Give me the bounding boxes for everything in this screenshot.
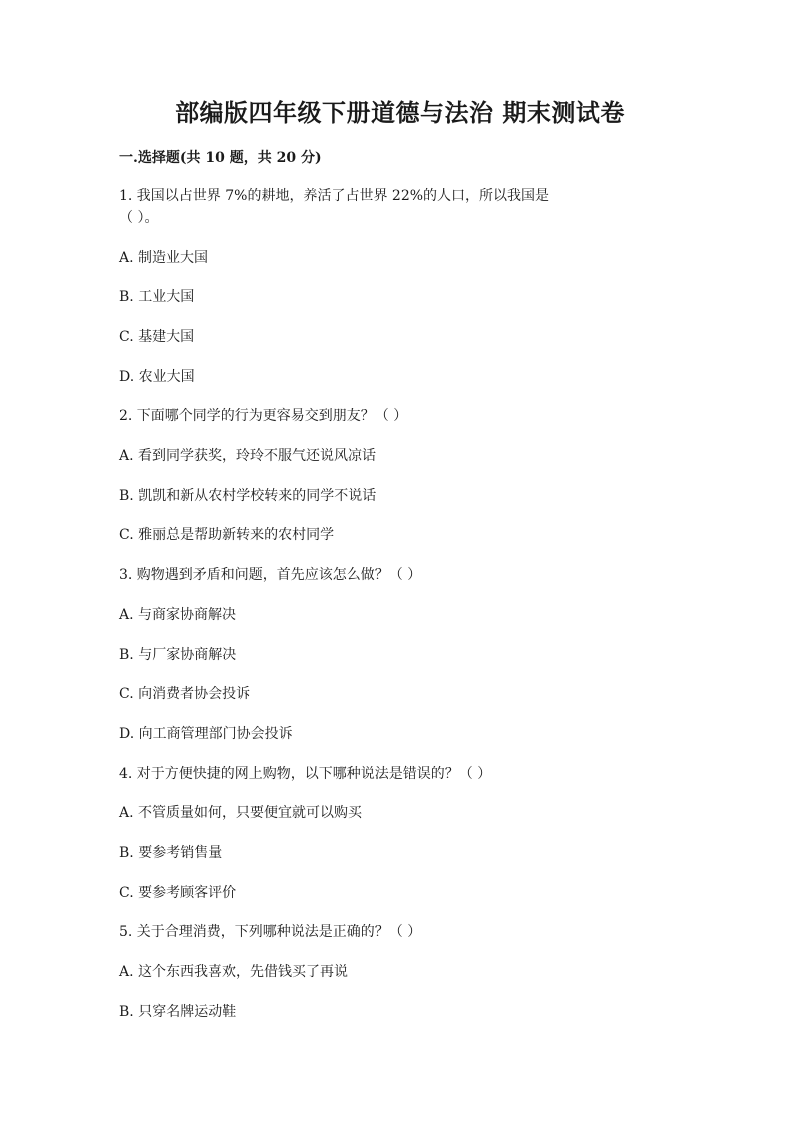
question-3-option-c: C. 向消费者协会投诉 [119,686,251,702]
question-1-text: 1. 我国以占世界 7%的耕地，养活了占世界 22%的人口，所以我国是 [119,188,550,204]
question-2-option-c: C. 雅丽总是帮助新转来的农村同学 [119,527,335,543]
question-1-option-d: D. 农业大国 [119,369,195,385]
question-5-option-b: B. 只穿名牌运动鞋 [119,1004,237,1020]
question-3-option-b: B. 与厂家协商解决 [119,647,237,663]
question-5-option-a: A. 这个东西我喜欢，先借钱买了再说 [119,964,349,980]
question-2-option-b: B. 凯凯和新从农村学校转来的同学不说话 [119,488,377,504]
question-1-option-c: C. 基建大国 [119,329,195,345]
question-3-option-a: A. 与商家协商解决 [119,607,237,623]
question-1-option-a: A. 制造业大国 [119,250,209,266]
question-1-blank: （ ）。 [119,210,159,226]
question-2-option-a: A. 看到同学获奖，玲玲不服气还说风凉话 [119,448,377,464]
question-3-text: 3. 购物遇到矛盾和问题，首先应该怎么做？（ ） [119,567,422,583]
question-3-option-d: D. 向工商管理部门协会投诉 [119,726,293,742]
question-5-text: 5. 关于合理消费，下列哪种说法是正确的？（ ） [119,924,422,940]
question-4-option-b: B. 要参考销售量 [119,845,223,861]
question-2-text: 2. 下面哪个同学的行为更容易交到朋友？（ ） [119,408,408,424]
page-title: 部编版四年级下册道德与法治 期末测试卷 [175,98,625,127]
question-1-option-b: B. 工业大国 [119,289,195,305]
question-4-option-a: A. 不管质量如何，只要便宜就可以购买 [119,805,363,821]
question-4-option-c: C. 要参考顾客评价 [119,885,237,901]
section-heading: 一.选择题(共 10 题，共 20 分) [119,150,322,166]
question-4-text: 4. 对于方便快捷的网上购物，以下哪种说法是错误的？（ ） [119,766,492,782]
